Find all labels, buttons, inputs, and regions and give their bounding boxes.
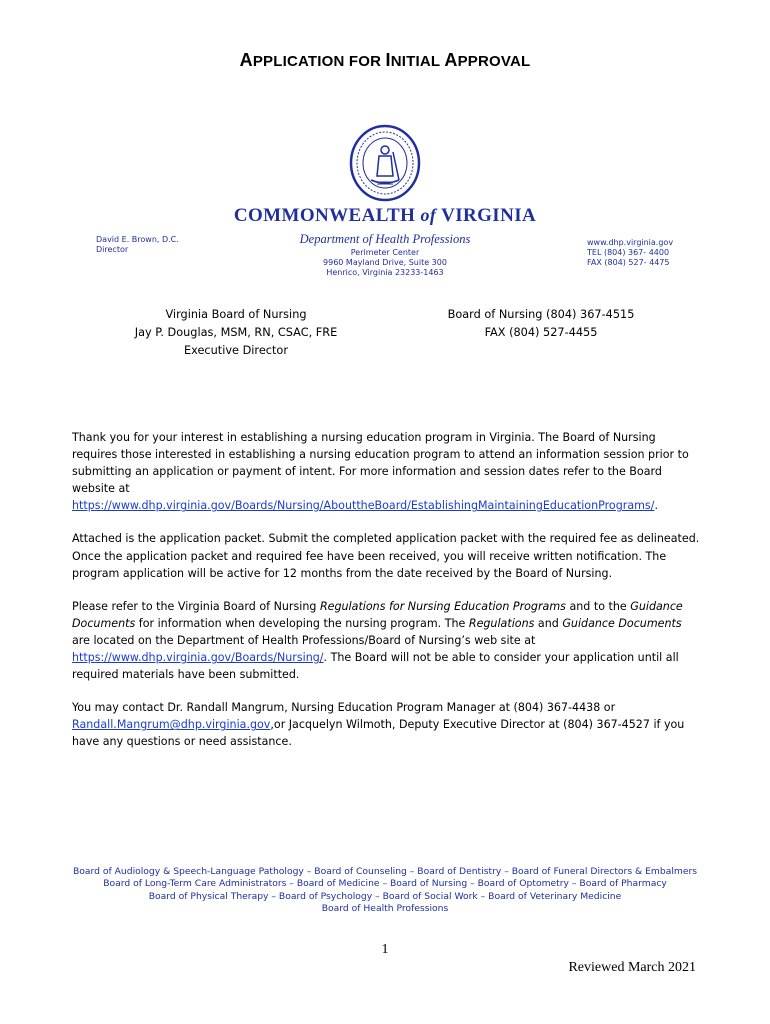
letter-body — [72, 429, 702, 767]
tel-text: TEL (804) 367- 4400 — [587, 248, 670, 257]
address-line: 9960 Mayland Drive, Suite 300 — [323, 258, 447, 267]
nursing-board-link[interactable]: https://www.dhp.virginia.gov/Boards/Nursing/ — [72, 651, 324, 665]
website-text: www.dhp.virginia.gov — [587, 238, 674, 247]
board-name: Virginia Board of Nursing — [165, 308, 307, 321]
board-fax: FAX (804) 527-4455 — [484, 326, 598, 339]
paragraph-intro: Thank you for your interest in establishing a nursing education program in Virginia. The Board of Nursing requires those interested in establishing a nursing education program to attend an information session prior to submitting an application or payment of intent. For more information and session dates refer to the Board website at https://www.dhp.virginia.gov/Boards/Nursing/AbouttheBoard/EstablishingMaintainingEducationPrograms/. — [72, 431, 689, 513]
paragraph-regulations: Please refer to the Virginia Board of Nursing Regulations for Nursing Education Programs and to the Guidance Documents for information when developing the nursing program. The Regulations and Guidance Documents are located on the Department of Health Professions/Board of Nursing’s web site at https://www.dhp.virginia.gov/Boards/Nursing/. The Board will not be able to consider your application until all required materials have been submitted. — [72, 599, 683, 682]
page-number: 1 — [381, 942, 389, 957]
email-link[interactable]: Randall.Mangrum@dhp.virginia.gov — [72, 718, 271, 732]
executive-director-title: Executive Director — [184, 344, 288, 357]
boards-footer — [0, 866, 770, 915]
board-info-left — [100, 306, 372, 360]
footer-line: Board of Audiology & Speech-Language Pathology – Board of Counseling – Board of Dentistry – Board of Funeral Directors & Embalmers — [72, 866, 698, 877]
contact-block — [587, 238, 673, 268]
footer-line: Board of Long-Term Care Administrators – Board of Medicine – Board of Nursing – Board of Optometry – Board of Pharmacy — [103, 878, 667, 890]
document-title: APPLICATION FOR INITIAL APPROVAL — [239, 50, 531, 70]
footer-line: Board of Physical Therapy – Board of Psychology – Board of Social Work – Board of Veterinary Medicine — [148, 890, 622, 902]
fax-text: FAX (804) 527- 4475 — [587, 258, 670, 267]
address-line: Perimeter Center — [350, 248, 420, 257]
address-line: Henrico, Virginia 23233-1463 — [326, 268, 444, 277]
footer-line: Board of Health Professions — [321, 902, 449, 914]
executive-director-name: Jay P. Douglas, MSM, RN, CSAC, FRE — [134, 326, 338, 339]
board-phone: Board of Nursing (804) 367-4515 — [447, 308, 635, 321]
board-info-right — [425, 306, 657, 342]
director-name: David E. Brown, D.C. — [96, 235, 179, 244]
commonwealth-heading: COMMONWEALTH of VIRGINIA — [233, 205, 537, 226]
paragraph-packet: Attached is the application packet. Submit the completed application packet with the required fee as delineated. Once the application packet and required fee have been received, you will receive written notification. The program application will be active for 12 months from the date received by the Board of Nursing. — [72, 532, 700, 580]
director-title: Director — [96, 245, 129, 254]
virginia-state-seal-icon — [349, 124, 421, 202]
paragraph-contact: You may contact Dr. Randall Mangrum, Nursing Education Program Manager at (804) 367-4438 or Randall.Mangrum@dhp.virginia.gov,or Jacquelyn Wilmoth, Deputy Executive Director at (804) 367-4527 if you have any questions or need assistance. — [72, 701, 685, 749]
education-programs-link[interactable]: https://www.dhp.virginia.gov/Boards/Nursing/AbouttheBoard/EstablishingMaintainingEducationPrograms/ — [72, 499, 655, 513]
reviewed-date: Reviewed March 2021 — [568, 960, 696, 975]
department-name: Department of Health Professions — [299, 232, 471, 246]
